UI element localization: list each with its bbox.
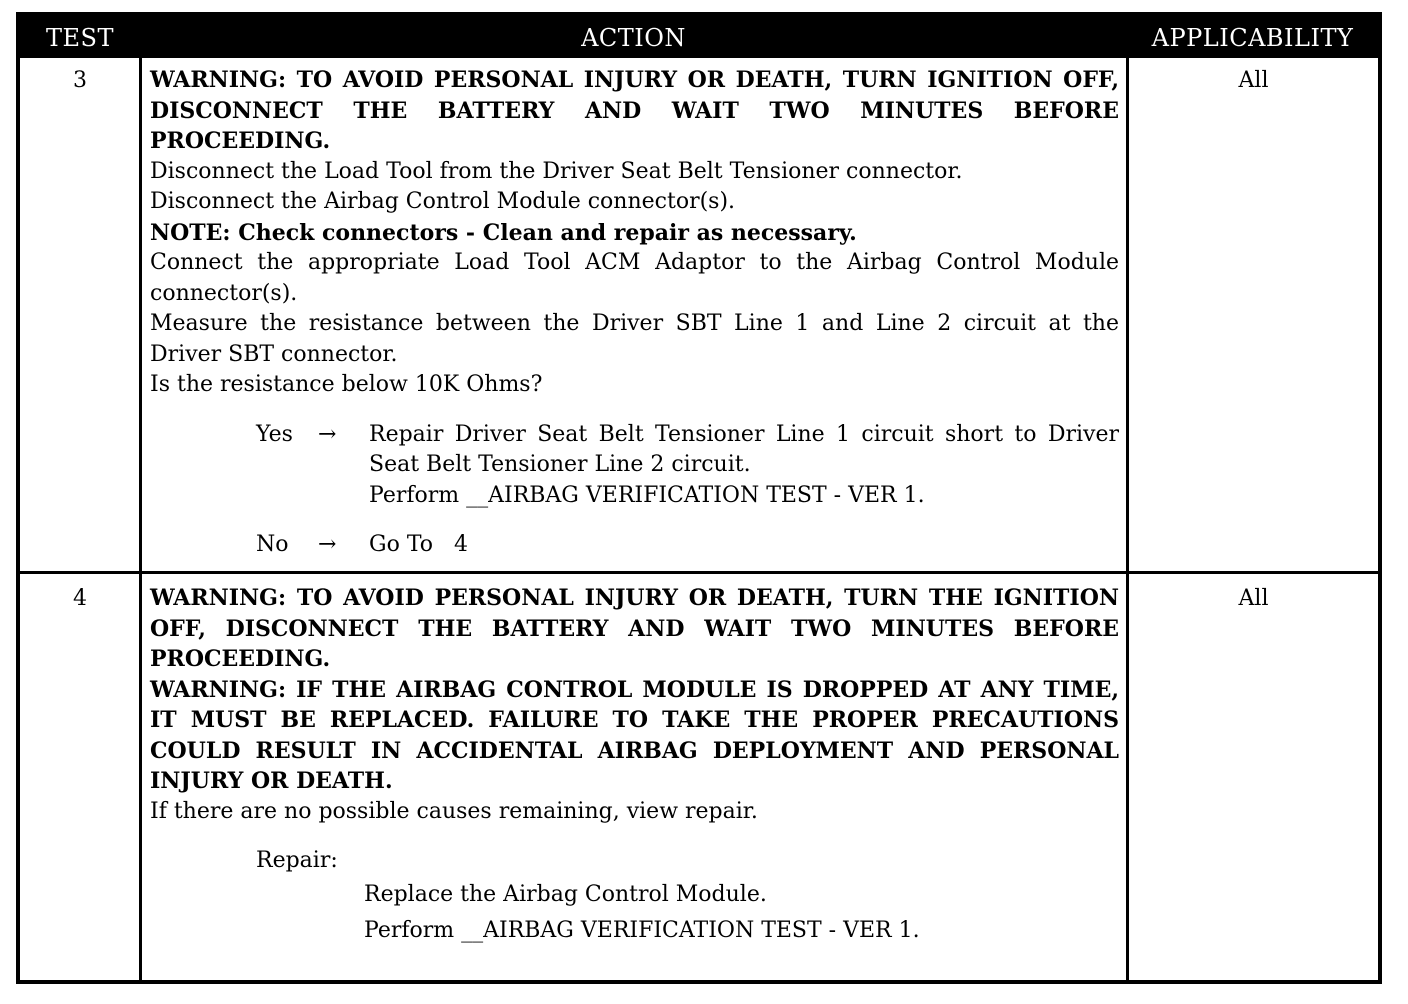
row-divider	[20, 571, 1378, 574]
table-header	[20, 16, 1378, 58]
step-text: Disconnect the Load Tool from the Driver Seat Belt Tensioner connector.	[150, 158, 963, 184]
note-text: NOTE: Check connectors - Clean and repair as necessary.	[150, 219, 857, 246]
repair-step: Perform __AIRBAG VERIFICATION TEST - VER 1.	[364, 917, 920, 943]
column-divider	[139, 58, 142, 980]
step-text: Connect the appropriate Load Tool ACM Adaptor to the Airbag Control Module connector(s).	[150, 250, 1119, 306]
action-cell	[150, 65, 1119, 560]
yes-result: Repair Driver Seat Belt Tensioner Line 1 circuit short to Driver Seat Belt Tensioner Line 2 circuit.	[369, 421, 1119, 477]
no-result: Go To 4	[369, 532, 468, 557]
step-text: Measure the resistance between the Driver SBT Line 1 and Line 2 circuit at the Driver SBT connector.	[150, 311, 1119, 367]
yes-branch	[150, 420, 1119, 512]
warning-text: WARNING: TO AVOID PERSONAL INJURY OR DEATH, TURN IGNITION OFF, DISCONNECT THE BATTERY AND WAIT TWO MINUTES BEFORE PROCEEDING.	[150, 67, 1119, 154]
applicability-value: All	[1238, 586, 1269, 611]
step-text: Disconnect the Airbag Control Module connector(s).	[150, 189, 736, 214]
applicability-value: All	[1238, 68, 1269, 93]
column-divider	[1126, 58, 1129, 980]
warning-text: WARNING: TO AVOID PERSONAL INJURY OR DEATH, TURN THE IGNITION OFF, DISCONNECT THE BATTERY AND WAIT TWO MINUTES BEFORE PROCEEDING.	[150, 585, 1119, 672]
warning-text: WARNING: IF THE AIRBAG CONTROL MODULE IS DROPPED AT ANY TIME, IT MUST BE REPLACED. FAILURE TO TAKE THE PROPER PRECAUTIONS COULD RESULT IN ACCIDENTAL AIRBAG DEPLOYMENT AND PERSONAL INJURY OR DEATH.	[150, 676, 1119, 794]
yes-perform: Perform __AIRBAG VERIFICATION TEST - VER 1.	[369, 482, 925, 508]
action-cell	[150, 583, 1119, 949]
test-number: 3	[73, 68, 87, 93]
header-applicability: APPLICABILITY	[1151, 24, 1354, 52]
info-text: If there are no possible causes remaining, view repair.	[150, 798, 758, 824]
repair-step: Replace the Airbag Control Module.	[364, 881, 767, 907]
right-arrow-icon: →	[318, 421, 337, 447]
test-number: 4	[73, 586, 87, 611]
yes-label: Yes	[256, 421, 293, 447]
repair-label: Repair:	[256, 848, 338, 873]
no-label: No	[256, 532, 289, 557]
header-action: ACTION	[581, 24, 686, 52]
question-text: Is the resistance below 10K Ohms?	[150, 372, 543, 397]
no-branch	[150, 530, 1119, 560]
right-arrow-icon: →	[318, 532, 337, 557]
header-test: TEST	[46, 24, 114, 52]
diagnostic-test-table	[16, 12, 1382, 984]
